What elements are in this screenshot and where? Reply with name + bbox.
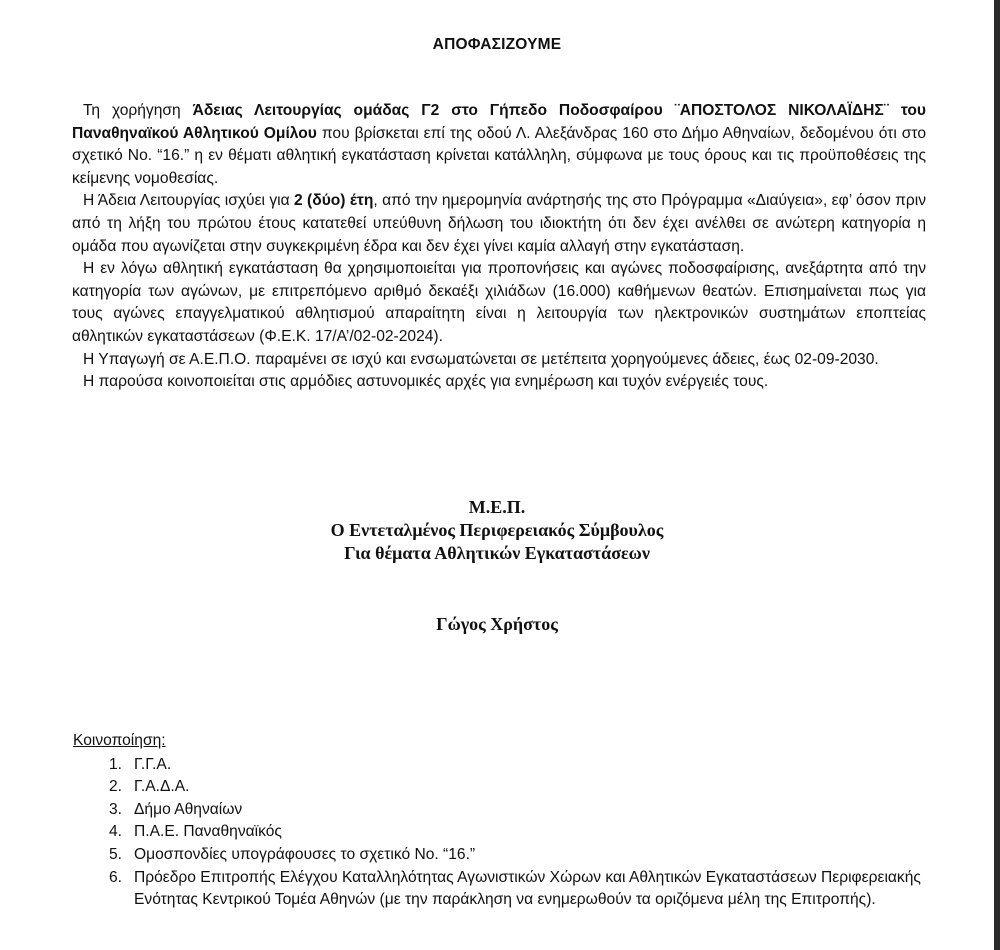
paragraph-text: , από την ημερομηνία ανάρτησής της στο Πρόγραμμα «Διαύγεια», εφ’ όσον πριν από τη λήξη του πρώτου έτους κατατεθεί υπεύθυνη δήλωση του ιδιοκτήτη ότι δεν έχει ανέλθει σε ανώτερη κατηγορία η ομάδα που αγωνίζεται στην συγκεκριμένη έδρα και δεν έχει γίνει καμία αλλαγή στην εγκατάσταση. — [72, 192, 926, 255]
list-item — [73, 799, 933, 822]
list-item — [73, 844, 933, 867]
notification-title: Κοινοποίηση: — [73, 732, 166, 749]
paragraph-bold-text: 2 (δύο) έτη — [294, 192, 374, 210]
signature-title-line1: Ο Εντεταλμένος Περιφερειακός Σύμβουλος — [330, 520, 664, 540]
paragraph-text: Η Άδεια Λειτουργίας ισχύει για — [83, 192, 295, 210]
paragraph-text: Η Υπαγωγή σε Α.Ε.Π.Ο. παραμένει σε ισχύ και ενσωματώνεται σε μετέπειτα χορηγούμενες άδειες, έως 02-09-2030. — [83, 350, 879, 368]
list-item — [73, 821, 933, 844]
list-item — [73, 776, 933, 799]
paragraph-text: Η εν λόγω αθλητική εγκατάσταση θα χρησιμοποιείται για προπονήσεις και αγώνες ποδοσφαίρισης, ανεξάρτητα από την κατηγορία των αγώνων, με επιτρεπόμενο αριθμό δεκαέξι χιλιάδων (16.000) καθήμενων θεατών. Επισημαίνεται πως για τους αγώνες επαγγελματικού αθλητισμού απαραίτητη είναι η λειτουργία των ηλεκτρονικών συστημάτων εποπτείας αθλητικών εγκαταστάσεων (Φ.Ε.Κ. 17/Α’/02-02-2024). — [72, 260, 926, 345]
list-item-text: Ομοσπονδίες υπογράφουσες το σχετικό Νο. “16.” — [134, 845, 476, 863]
signature-title-line2: Για θέματα Αθλητικών Εγκαταστάσεων — [344, 543, 650, 563]
paragraph-aepo — [72, 349, 926, 372]
notification-section — [73, 730, 933, 912]
list-item-text: Γ.Γ.Α. — [134, 755, 172, 773]
list-item-text: Πρόεδρο Επιτροπής Ελέγχου Καταλληλότητας Αγωνιστικών Χώρων και Αθλητικών Εγκαταστάσεων Περιφερειακής Ενότητας Κεντρικού Τομέα Αθηνών (με την παράκληση να ενημερωθούν τα οριζόμενα μέλη της Επιτροπής). — [134, 868, 921, 909]
list-item — [73, 867, 933, 912]
signature-abbreviation: Μ.Ε.Π. — [468, 497, 526, 517]
list-item-text: Π.Α.Ε. Παναθηναϊκός — [134, 823, 282, 841]
paragraph-validity — [72, 190, 926, 258]
paragraph-text: που βρίσκεται επί της οδού Λ. Αλεξάνδρας 160 στο Δήμο Αθηναίων, δεδομένου ότι στο σχετικό Νο. “16.” η εν θέματι αθλητική εγκατάσταση κρίνεται κατάλληλη, σύμφωνα με τους όρους και τις προϋποθέσεις της κείμενης νομοθεσίας. — [72, 124, 927, 187]
window-edge — [994, 0, 1000, 950]
notification-list — [73, 754, 933, 912]
paragraph-text: Τη χορήγηση — [83, 102, 193, 119]
paragraph-text: Η παρούσα κοινοποιείται στις αρμόδιες αστυνομικές αρχές για ενημέρωση και τυχόν ενέργειές τους. — [83, 373, 769, 391]
paragraph-notification — [72, 371, 926, 394]
list-item-number: 4. — [108, 823, 122, 841]
signatory-name: Γώγος Χρήστος — [436, 614, 558, 634]
decision-body — [72, 100, 926, 394]
paragraph-usage — [72, 258, 926, 348]
list-item-text: Δήμο Αθηναίων — [134, 800, 243, 818]
list-item — [73, 754, 933, 777]
paragraph-license-grant — [72, 100, 926, 190]
list-item-number: 1. — [108, 755, 122, 773]
list-item-text: Γ.Α.Δ.Α. — [134, 778, 190, 796]
list-item-number: 2. — [108, 778, 122, 796]
list-item-number: 3. — [108, 800, 122, 818]
list-item-number: 6. — [108, 868, 122, 886]
decision-heading: ΑΠΟΦΑΣΙΖΟΥΜΕ — [432, 36, 562, 53]
paragraph-bold-text: Άδειας Λειτουργίας ομάδας Γ2 στο Γήπεδο Ποδοσφαίρου ¨ΑΠΟΣΤΟΛΟΣ ΝΙΚΟΛΑΪΔΗΣ¨ του Παναθηναϊκού Αθλητικού Ομίλου — [72, 102, 926, 142]
list-item-number: 5. — [108, 845, 122, 863]
